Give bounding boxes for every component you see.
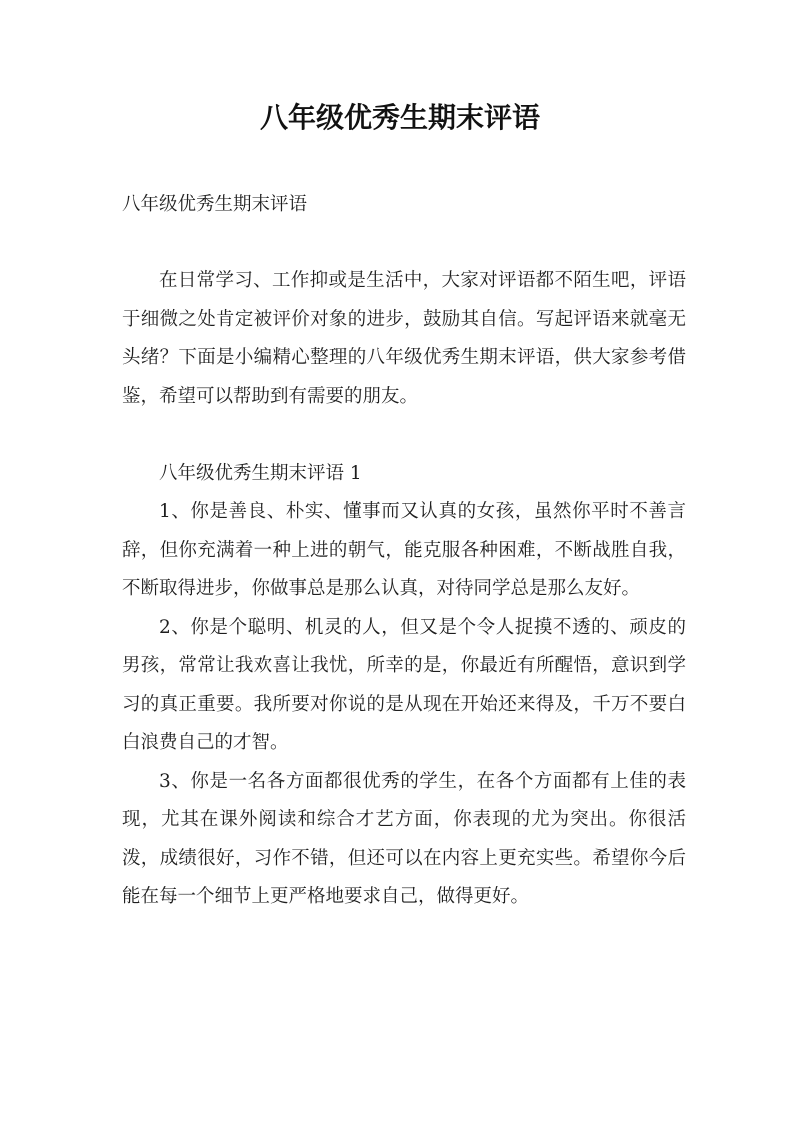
intro-paragraph: 在日常学习、工作抑或是生活中，大家对评语都不陌生吧，评语于细微之处肯定被评价对象的进步，鼓励其自信。写起评语来就毫无头绪？下面是小编精心整理的八年级优秀生期末评语，供大家参考借鉴，希望可以帮助到有需要的朋友。 xyxy=(122,270,686,407)
document-subtitle: 八年级优秀生期末评语 xyxy=(122,194,308,215)
paragraph-spacer xyxy=(122,416,686,455)
section-heading: 八年级优秀生期末评语 1 xyxy=(159,462,362,484)
comment-paragraph: 3、你是一名各方面都很优秀的学生，在各个方面都有上佳的表现，尤其在课外阅读和综合才艺方面，你表现的尤为突出。你很活泼，成绩很好，习作不错，但还可以在内容上更充实些。希望你今后能在每一个细节上更严格地要求自己，做得更好。 xyxy=(122,770,686,907)
document-title: 八年级优秀生期末评语 xyxy=(259,101,540,134)
document-body xyxy=(122,262,686,917)
comment-paragraph: 2、你是个聪明、机灵的人，但又是个令人捉摸不透的、顽皮的男孩，常常让我欢喜让我忧，所幸的是，你最近有所醒悟，意识到学习的真正重要。我所要对你说的是从现在开始还来得及，千万不要白白浪费自己的才智。 xyxy=(122,616,686,753)
comment-paragraph: 1、你是善良、朴实、懂事而又认真的女孩，虽然你平时不善言辞，但你充满着一种上进的朝气，能克服各种困难，不断战胜自我，不断取得进步，你做事总是那么认真，对待同学总是那么友好。 xyxy=(122,501,686,599)
